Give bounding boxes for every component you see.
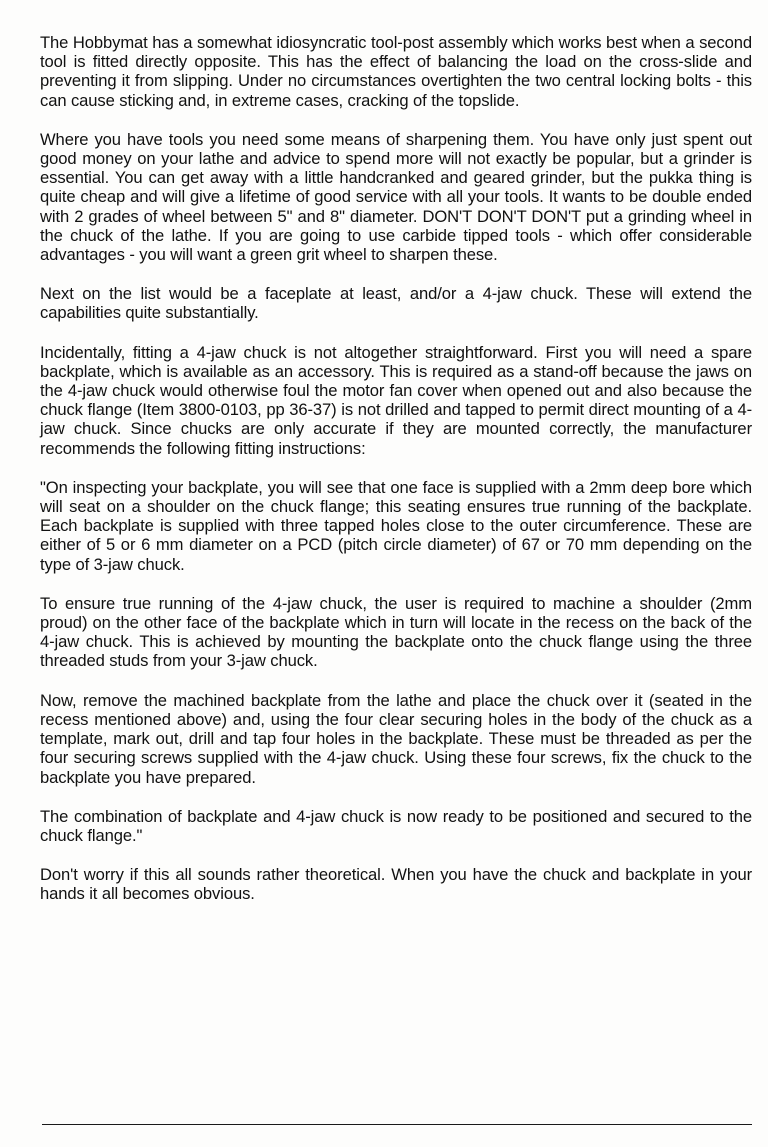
paragraph-true-running: To ensure true running of the 4-jaw chuck, the user is required to machine a shoulder (2mm proud) on the other face of the backplate which in turn will locate in the recess on the back of the 4-jaw chuck. This is achieved by mounting the backplate onto the chuck flange using the three threaded studs from your 3-jaw chuck. (40, 593, 752, 671)
paragraph-sharpening: Where you have tools you need some means of sharpening them. You have only just spent out good money on your lathe and advice to spend more will not exactly be popular, but a grinder is essential. You can get away with a little handcranked and geared grinder, but the pukka thing is quite cheap and will give a lifetime of good service with all your tools. It wants to be double ended with 2 grades of wheel between 5" and 8" diameter. DON'T DON'T DON'T put a grinding wheel in the chuck of the lathe. If you are going to use carbide tipped tools - which offer considerable advantages - you will want a green grit wheel to sharpen these. (40, 129, 752, 265)
paragraph-faceplate: Next on the list would be a faceplate at least, and/or a 4-jaw chuck. These will extend the capabilities quite substantially. (40, 284, 752, 323)
document-body (40, 33, 752, 924)
paragraph-machined-backplate: Now, remove the machined backplate from the lathe and place the chuck over it (seated in the recess mentioned above) and, using the four clear securing holes in the body of the chuck as a template, mark out, drill and tap four holes in the backplate. These must be threaded as per the four securing screws supplied with the 4-jaw chuck. Using these four screws, fix the chuck to the backplate you have prepared. (40, 690, 752, 787)
paragraph-combination: The combination of backplate and 4-jaw chuck is now ready to be positioned and secured to the chuck flange." (40, 806, 752, 845)
paragraph-toolpost: The Hobbymat has a somewhat idiosyncratic tool-post assembly which works best when a second tool is fitted directly opposite. This has the effect of balancing the load on the cross-slide and preventing it from slipping. Under no circumstances overtighten the two central locking bolts - this can cause sticking and, in extreme cases, cracking of the topslide. (40, 33, 752, 110)
paragraph-dont-worry: Don't worry if this all sounds rather theoretical. When you have the chuck and backplate in your hands it all becomes obvious. (40, 865, 752, 904)
paragraph-inspecting-backplate: "On inspecting your backplate, you will see that one face is supplied with a 2mm deep bore which will seat on a shoulder on the chuck flange; this seating ensures true running of the backplate. Each backplate is supplied with three tapped holes close to the outer circumference. These are either of 5 or 6 mm diameter on a PCD (pitch circle diameter) of 67 or 70 mm depending on the type of 3-jaw chuck. (40, 477, 752, 574)
paragraph-fitting-chuck: Incidentally, fitting a 4-jaw chuck is not altogether straightforward. First you will need a spare backplate, which is available as an accessory. This is required as a stand-off because the jaws on the 4-jaw chuck would otherwise foul the motor fan cover when opened out and also because the chuck flange (Item 3800-0103, pp 36-37) is not drilled and tapped to permit direct mounting of a 4-jaw chuck. Since chucks are only accurate if they are mounted correctly, the manufacturer recommends the following fitting instructions: (40, 342, 752, 458)
footer-rule (42, 1124, 752, 1125)
